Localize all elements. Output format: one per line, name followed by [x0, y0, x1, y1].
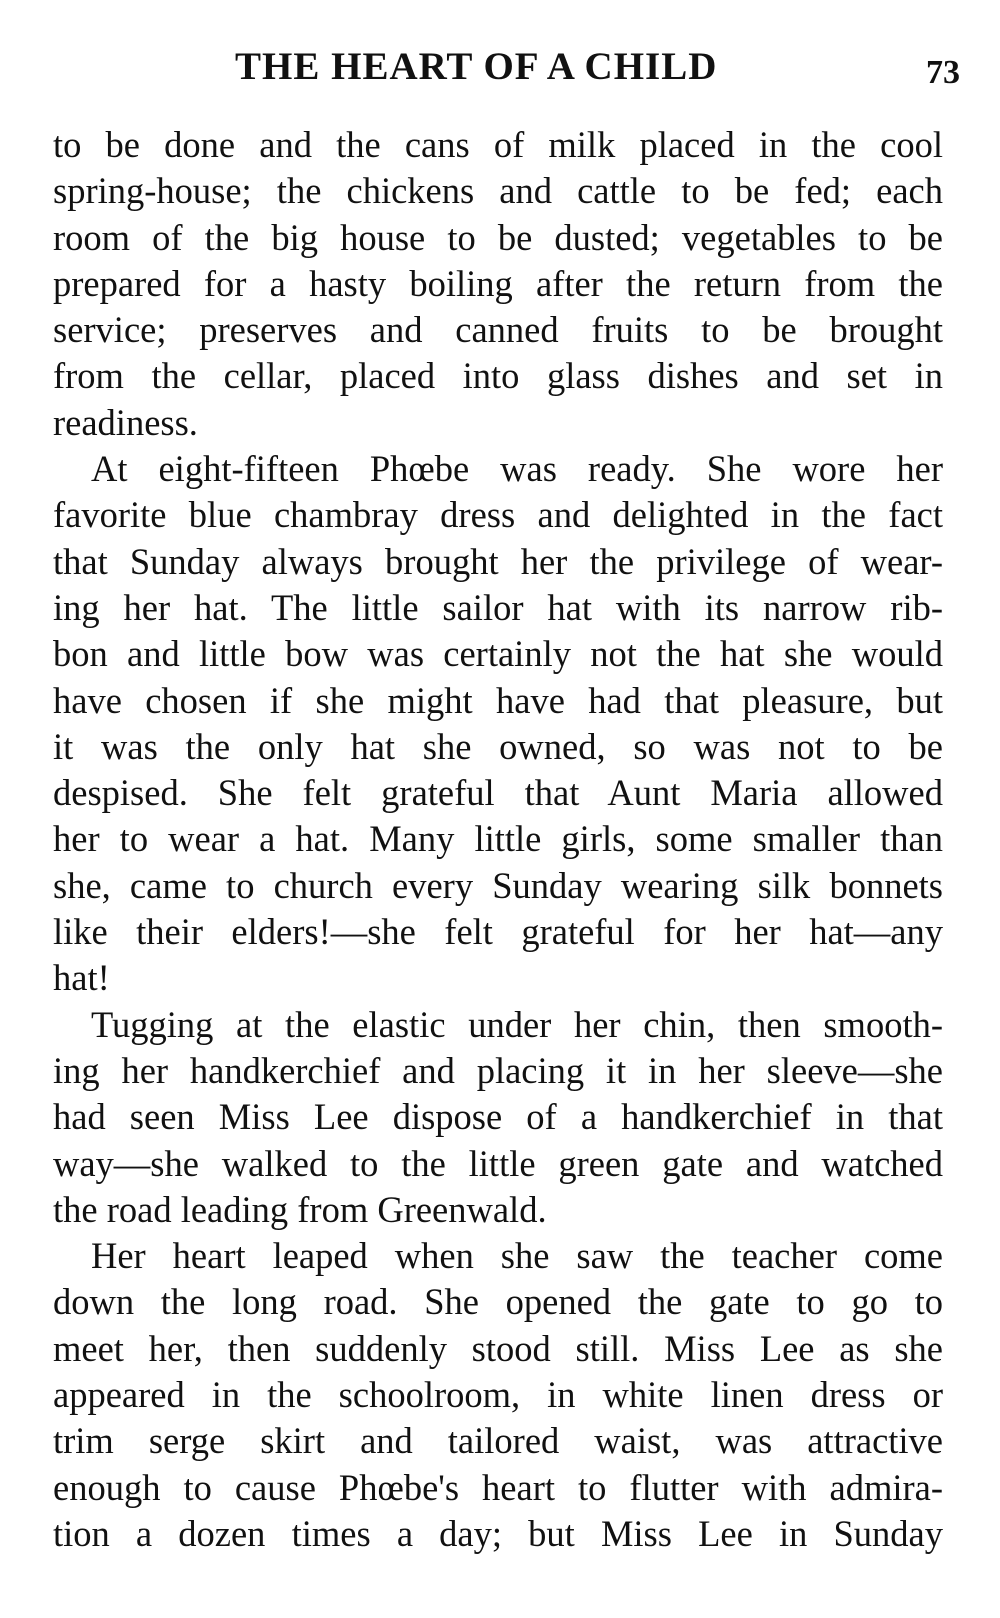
text-line: enough to cause Phœbe's heart to flutter with admira- — [53, 1466, 943, 1508]
running-head — [0, 40, 1000, 100]
text-line: favorite blue chambray dress and delighted in the fact — [53, 494, 943, 536]
text-line: way—she walked to the little green gate and watched — [53, 1142, 943, 1184]
text-line: Her heart leaped when she saw the teacher come — [91, 1235, 943, 1277]
running-title: THE HEART OF A CHILD — [235, 45, 718, 88]
text-line: meet her, then suddenly stood still. Miss Lee as she — [53, 1327, 943, 1369]
page-number: 73 — [926, 54, 960, 91]
text-line: from the cellar, placed into glass dishes and set in — [53, 355, 943, 397]
text-line: trim serge skirt and tailored waist, was attractive — [53, 1420, 943, 1462]
text-line: appeared in the schoolroom, in white linen dress or — [53, 1374, 943, 1416]
text-line: she, came to church every Sunday wearing silk bonnets — [53, 864, 943, 906]
text-line: it was the only hat she owned, so was not to be — [53, 725, 943, 767]
body-text — [53, 122, 943, 1557]
text-line: Tugging at the elastic under her chin, then smooth- — [91, 1003, 943, 1045]
text-line: her to wear a hat. Many little girls, some smaller than — [53, 818, 943, 860]
text-line: ing her hat. The little sailor hat with its narrow rib- — [53, 586, 943, 628]
text-line: tion a dozen times a day; but Miss Lee in Sunday — [53, 1512, 943, 1554]
text-line: prepared for a hasty boiling after the return from the — [53, 262, 943, 304]
text-line: room of the big house to be dusted; vegetables to be — [53, 216, 943, 258]
text-line: to be done and the cans of milk placed in the cool — [53, 124, 943, 165]
text-line: bon and little bow was certainly not the hat she would — [53, 633, 943, 675]
text-line: down the long road. She opened the gate to go to — [53, 1281, 943, 1323]
text-line: like their elders!—she felt grateful for her hat—any — [53, 911, 943, 953]
text-line: the road leading from Greenwald. — [53, 1188, 547, 1230]
text-line: that Sunday always brought her the privilege of wear- — [53, 540, 943, 582]
text-line: had seen Miss Lee dispose of a handkerchief in that — [53, 1096, 943, 1138]
text-line: At eight-fifteen Phœbe was ready. She wore her — [91, 448, 943, 490]
text-line: service; preserves and canned fruits to be brought — [53, 309, 943, 351]
text-line: despised. She felt grateful that Aunt Maria allowed — [53, 772, 943, 814]
text-line: have chosen if she might have had that pleasure, but — [53, 679, 943, 721]
text-line: ing her handkerchief and placing it in her sleeve—she — [53, 1049, 943, 1091]
text-line: spring-house; the chickens and cattle to be fed; each — [53, 170, 943, 212]
text-line: readiness. — [53, 401, 198, 443]
text-line: hat! — [53, 957, 110, 999]
